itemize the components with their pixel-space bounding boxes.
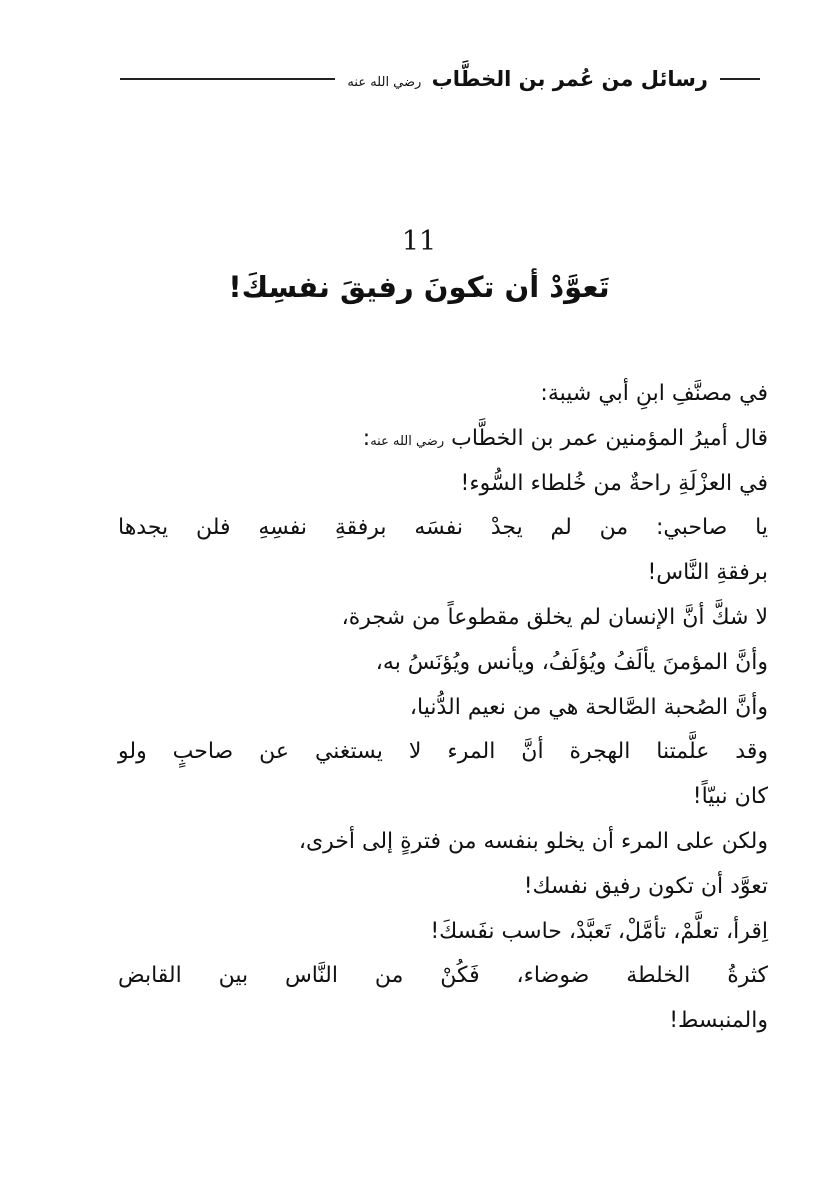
text-line-4 <box>118 506 768 551</box>
body-text <box>118 372 768 1044</box>
text-line-15 <box>118 999 768 1044</box>
line-text: برفقةِ النَّاس! <box>647 560 768 586</box>
text-line-10 <box>118 775 768 820</box>
header-rule-right <box>720 78 760 80</box>
line-text: كثرةُ الخلطة ضوضاء، فَكُنْ من النَّاس بين القابض <box>118 963 768 989</box>
honorific-mark: رضي الله عنه <box>370 433 445 449</box>
text-line-2 <box>118 417 768 462</box>
text-line-7 <box>118 641 768 686</box>
book-title: رسائل من عُمر بن الخطَّاب <box>431 67 708 91</box>
line-text: في العزْلَةِ راحةٌ من خُلطاء السُّوء! <box>460 470 768 496</box>
text-line-9 <box>118 730 768 775</box>
line-text: يا صاحبي: من لم يجدْ نفسَه برفقةِ نفسِهِ فلن يجدها <box>118 515 768 541</box>
line-text: والمنبسط! <box>669 1008 768 1034</box>
text-line-5 <box>118 551 768 596</box>
text-line-8 <box>118 686 768 731</box>
text-line-6 <box>118 596 768 641</box>
line-text: كان نبيّاً! <box>692 784 768 810</box>
line-text: في مصنَّفِ ابنِ أبي شيبة: <box>540 381 768 406</box>
text-line-14 <box>118 954 768 999</box>
text-line-12 <box>118 865 768 910</box>
text-line-3 <box>118 462 768 507</box>
line-text: قال أميرُ المؤمنين عمر بن الخطَّاب <box>451 425 768 451</box>
text-line-1 <box>118 372 768 417</box>
honorific-mark: رضي الله عنه <box>347 75 422 90</box>
running-header <box>120 62 760 96</box>
line-text: وأنَّ الصُحبة الصَّالحة هي من نعيم الدُّنيا، <box>409 694 768 720</box>
line-text: تعوَّد أن تكون رفيق نفسك! <box>523 873 768 899</box>
line-text: ولكن على المرء أن يخلو بنفسه من فترةٍ إلى أخرى، <box>298 828 768 854</box>
header-rule-left <box>120 78 335 80</box>
text-line-13 <box>118 910 768 955</box>
chapter-number: 11 <box>401 226 437 257</box>
header-title <box>347 67 708 91</box>
line-text: لا شكَّ أنَّ الإنسان لم يخلق مقطوعاً من شجرة، <box>341 604 768 630</box>
chapter-title: تَعوَّدْ أن تكونَ رفيقَ نفسِكَ! <box>228 270 610 304</box>
line-text: وقد علَّمتنا الهجرة أنَّ المرء لا يستغني عن صاحبٍ ولو <box>118 739 768 765</box>
line-suffix: : <box>362 425 371 451</box>
text-line-11 <box>118 820 768 865</box>
line-text: اِقرأ، تعلَّمْ، تأمَّلْ، تَعبَّدْ، حاسب نفَسكَ! <box>430 918 768 944</box>
line-text: وأنَّ المؤمنَ يألَفُ ويُؤلَفُ، ويأنس ويُؤنَسُ به، <box>375 649 768 675</box>
